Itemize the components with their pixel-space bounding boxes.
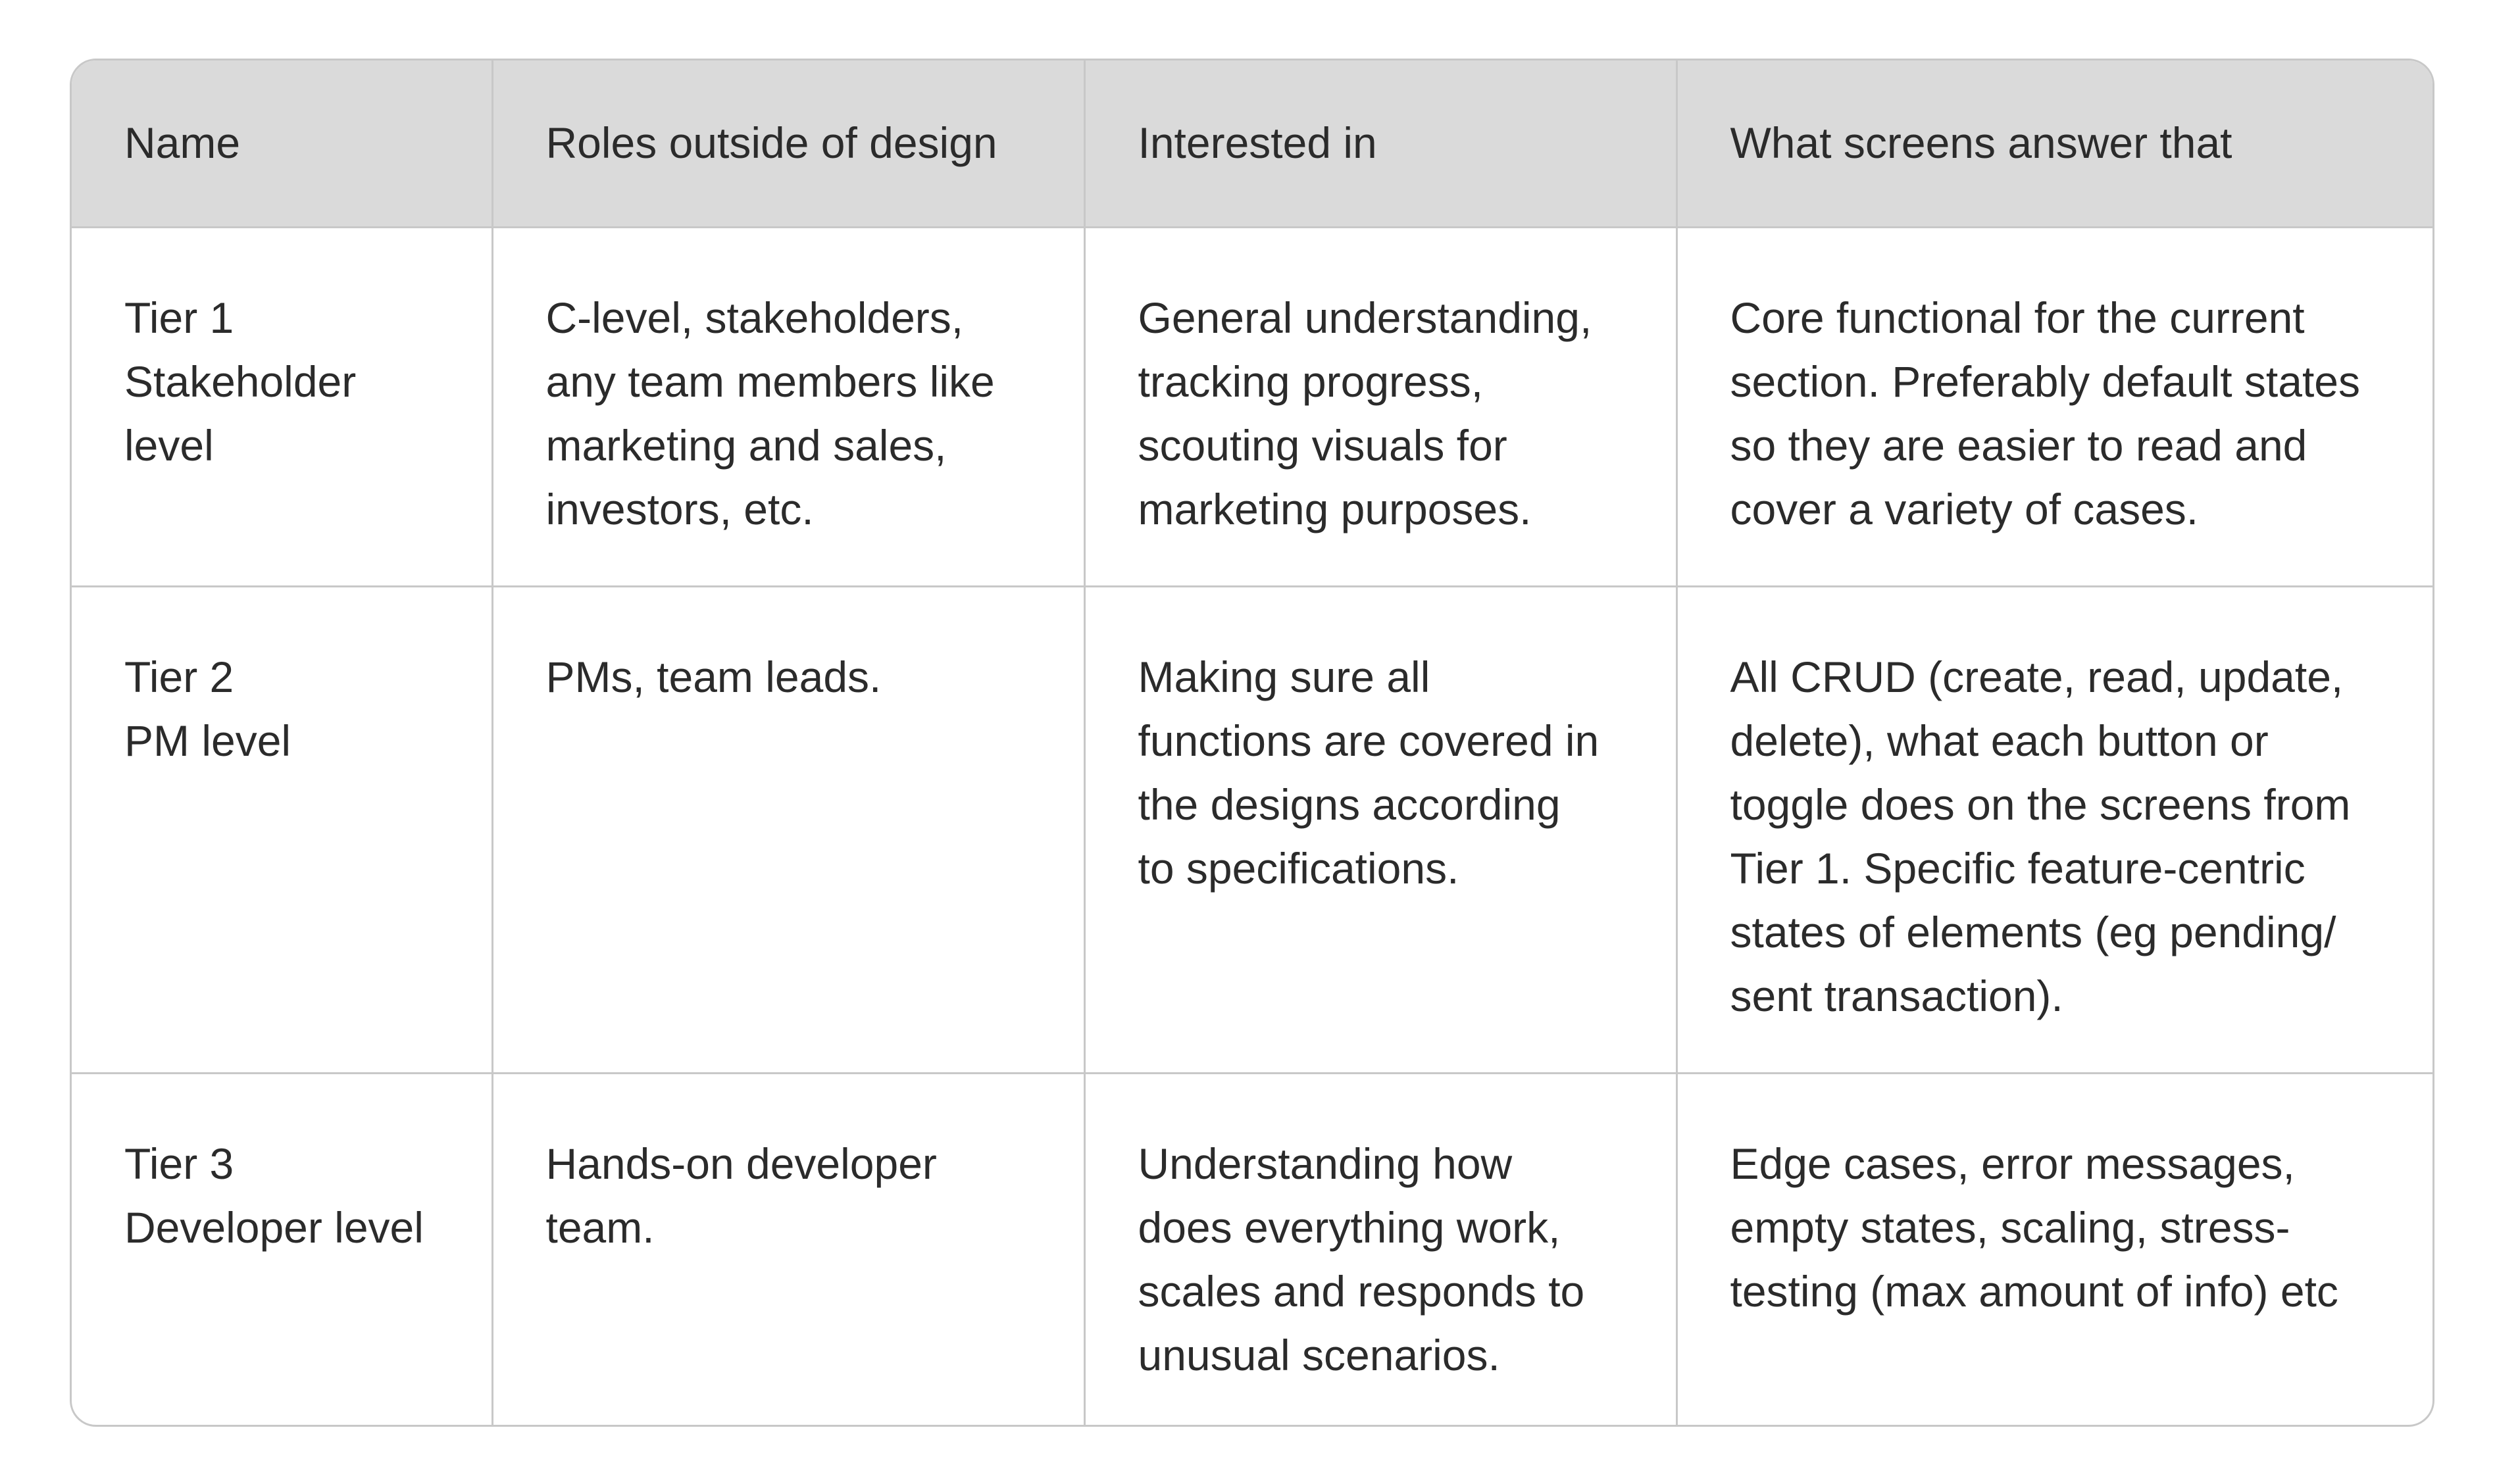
cell-line: unusual scenarios. [1138, 1330, 1500, 1379]
cell-line: scales and responds to [1138, 1266, 1585, 1316]
cell-line: All CRUD (create, read, update, [1730, 652, 2344, 701]
cell-line: team. [545, 1202, 655, 1252]
cell-line: any team members like [545, 357, 995, 406]
header-name: Name [72, 61, 492, 227]
header-roles: Roles outside of design [492, 61, 1084, 227]
cell-line: section. Preferably default states [1730, 357, 2361, 406]
cell-line: Stakeholder [124, 357, 357, 406]
header-screens: What screens answer that [1676, 61, 2432, 227]
cell-name [72, 586, 492, 1073]
cell-screens [1676, 227, 2432, 586]
cell-line: so they are easier to read and [1730, 420, 2307, 470]
cell-line: marketing purposes. [1138, 484, 1532, 533]
cell-line: sent transaction). [1730, 971, 2063, 1020]
cell-line: Tier 1. Specific feature-centric [1730, 843, 2306, 893]
cell-line: C-level, stakeholders, [545, 293, 964, 342]
cell-line: PMs, team leads. [545, 652, 882, 701]
tiers-table-container [70, 59, 2434, 1427]
table-row-tier-3 [72, 1073, 2432, 1427]
cell-line: Tier 3 [124, 1139, 234, 1188]
cell-line: investors, etc. [545, 484, 814, 533]
cell-name [72, 227, 492, 586]
cell-interested [1084, 586, 1676, 1073]
table-header [72, 61, 2432, 227]
cell-line: scouting visuals for [1138, 420, 1507, 470]
cell-line: Tier 2 [124, 652, 234, 701]
header-row [72, 61, 2432, 227]
cell-line: Making sure all [1138, 652, 1430, 701]
cell-line: does everything work, [1138, 1202, 1561, 1252]
cell-screens [1676, 1073, 2432, 1427]
cell-line: PM level [124, 716, 291, 765]
cell-roles [492, 227, 1084, 586]
cell-interested [1084, 1073, 1676, 1427]
cell-line: Developer level [124, 1202, 424, 1252]
cell-line: Tier 1 [124, 293, 234, 342]
cell-line: level [124, 420, 214, 470]
cell-line: functions are covered in [1138, 716, 1600, 765]
cell-screens [1676, 586, 2432, 1073]
cell-roles [492, 1073, 1084, 1427]
cell-line: Understanding how [1138, 1139, 1513, 1188]
cell-line: tracking progress, [1138, 357, 1484, 406]
table-body [72, 227, 2432, 1427]
header-interested: Interested in [1084, 61, 1676, 227]
cell-line: states of elements (eg pending/ [1730, 907, 2336, 956]
cell-line: Core functional for the current [1730, 293, 2305, 342]
cell-line: Edge cases, error messages, [1730, 1139, 2295, 1188]
cell-line: cover a variety of cases. [1730, 484, 2199, 533]
cell-roles [492, 586, 1084, 1073]
cell-line: toggle does on the screens from [1730, 779, 2351, 829]
cell-line: the designs according [1138, 779, 1561, 829]
cell-line: General understanding, [1138, 293, 1592, 342]
cell-line: delete), what each button or [1730, 716, 2269, 765]
table-row-tier-2 [72, 586, 2432, 1073]
cell-name [72, 1073, 492, 1427]
tiers-table [72, 61, 2432, 1427]
cell-line: Hands-on developer [545, 1139, 937, 1188]
cell-line: testing (max amount of info) etc [1730, 1266, 2338, 1316]
cell-line: marketing and sales, [545, 420, 947, 470]
cell-line: empty states, scaling, stress- [1730, 1202, 2290, 1252]
cell-interested [1084, 227, 1676, 586]
cell-line: to specifications. [1138, 843, 1459, 893]
table-row-tier-1 [72, 227, 2432, 586]
